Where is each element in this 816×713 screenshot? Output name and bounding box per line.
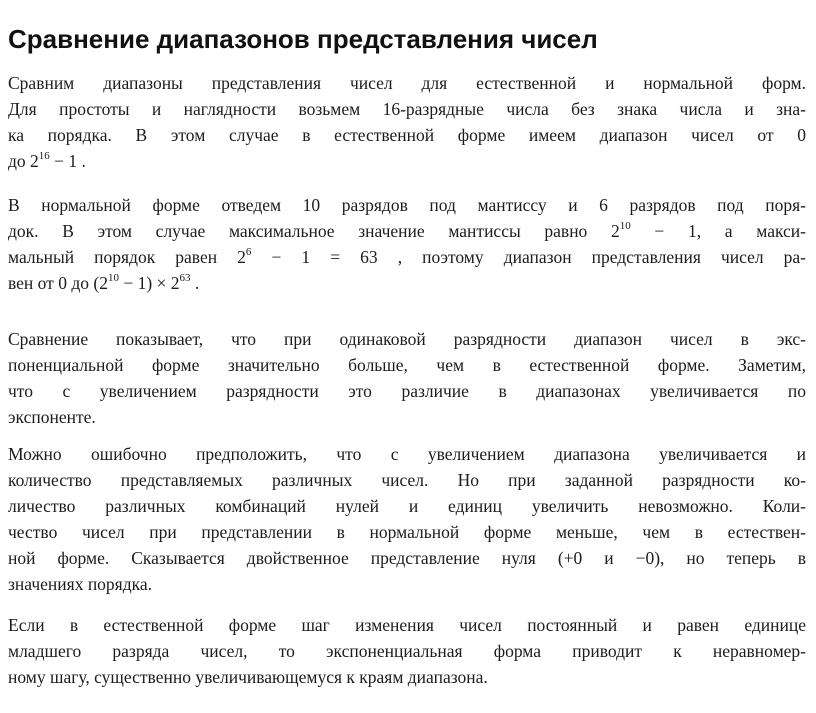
text-line-formula: [8, 148, 806, 174]
page-title: Сравнение диапазонов представления чисел: [8, 24, 598, 54]
text-line: количество представляемых различных чисел. Но при заданной разрядности ко-: [8, 470, 806, 490]
paragraph-2: [8, 192, 806, 296]
formula-suffix: − 1, а макси-: [630, 221, 806, 241]
formula-base: 2: [611, 221, 620, 241]
formula-exponent: 63: [179, 272, 191, 285]
formula-base: 2: [237, 247, 246, 267]
formula-middle: − 1) ×: [118, 273, 171, 293]
text-line: Сравнение показывает, что при одинаковой разрядности диапазон чисел в экс-: [8, 329, 806, 349]
text-line: младшего разряда чисел, то экспоненциальная форма приводит к неравномер-: [8, 641, 806, 661]
text-line-formula: [8, 270, 806, 296]
paragraph-1: [8, 70, 806, 174]
text-line: ной форме. Сказывается двойственное представление нуля (+0 и −0), но теперь в: [8, 548, 806, 568]
formula-exponent: 16: [38, 150, 50, 163]
text-line: Для простоты и наглядности возьмем 16-разрядные числа без знака числа и зна-: [8, 99, 806, 119]
text-line: что с увеличением разрядности это различие в диапазонах увеличивается по: [8, 381, 806, 401]
formula-prefix: док. В этом случае максимальное значение мантиссы равно: [8, 221, 611, 241]
formula-base: 2: [170, 273, 180, 293]
formula-suffix: .: [190, 273, 200, 293]
text-line: Можно ошибочно предположить, что с увеличением диапазона увеличивается и: [8, 444, 806, 464]
paragraph-3: [8, 326, 806, 430]
formula-exponent: 6: [245, 246, 252, 259]
text-line: чество чисел при представлении в нормальной форме меньше, чем в естествен-: [8, 522, 806, 542]
text-line: ному шагу, существенно увеличивающемуся к краям диапазона.: [8, 667, 488, 687]
formula-prefix: мальный порядок равен: [8, 247, 238, 267]
formula-exponent: 10: [107, 272, 119, 285]
formula-prefix: вен от 0 до (: [8, 273, 100, 293]
formula-base: 2: [99, 273, 108, 293]
text-line: Сравним диапазоны представления чисел для естественной и нормальной форм.: [8, 73, 806, 93]
paragraph-4: [8, 441, 806, 597]
formula-suffix: − 1 = 63 , поэтому диапазон представления чисел ра-: [251, 247, 807, 267]
text-line-formula: [8, 218, 806, 244]
text-line: Если в естественной форме шаг изменения чисел постоянный и равен единице: [8, 615, 806, 635]
text-line: экспоненте.: [8, 407, 96, 427]
formula-prefix: до: [8, 151, 31, 171]
paragraph-5: [8, 612, 806, 690]
text-line-formula: [8, 244, 806, 270]
formula-base: 2: [30, 151, 39, 171]
text-line: В нормальной форме отведем 10 разрядов под мантиссу и 6 разрядов под поря-: [8, 195, 806, 215]
formula-exponent: 10: [619, 220, 631, 233]
formula-suffix: − 1 .: [49, 151, 86, 171]
text-line: поненциальной форме значительно больше, чем в естественной форме. Заметим,: [8, 355, 806, 375]
text-line: значениях порядка.: [8, 574, 153, 594]
text-line: личество различных комбинаций нулей и единиц увеличить невозможно. Коли-: [8, 496, 806, 516]
text-line: ка порядка. В этом случае в естественной форме имеем диапазон чисел от 0: [8, 125, 806, 145]
